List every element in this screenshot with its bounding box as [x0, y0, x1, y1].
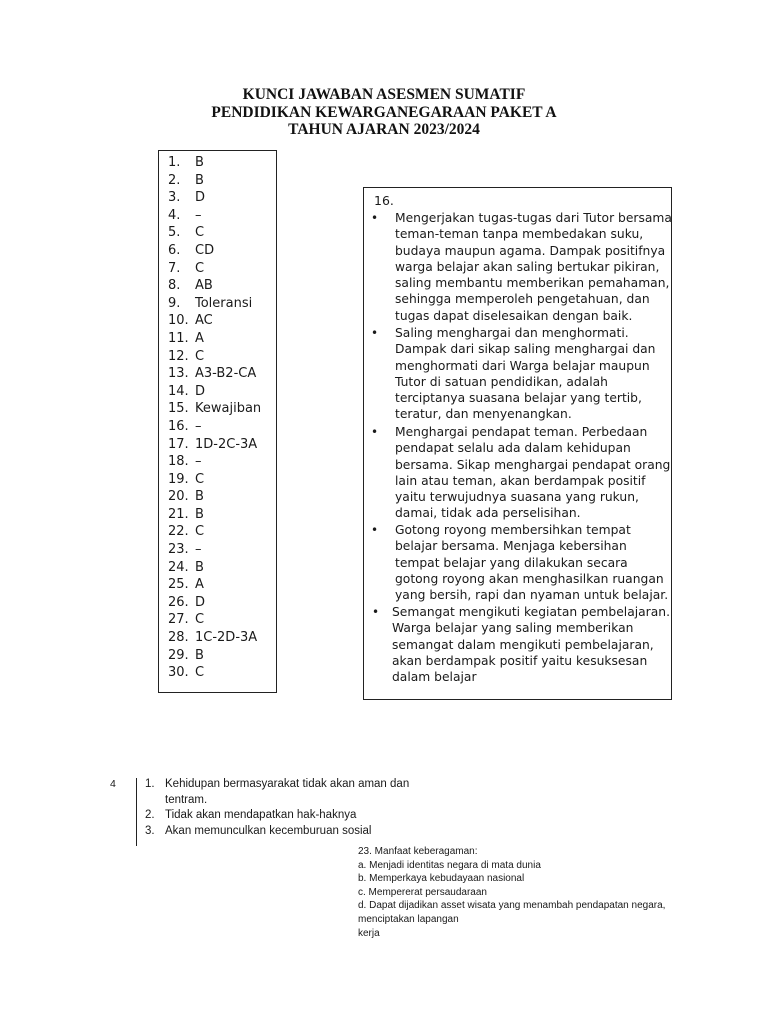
answer-item — [168, 295, 261, 313]
answer-item — [168, 629, 261, 647]
answer-number: 29. — [168, 647, 189, 663]
answer-number: 7. — [168, 260, 181, 276]
answer-item — [168, 506, 261, 524]
bullet-icon: • — [371, 211, 379, 225]
list-item-text: Tidak akan mendapatkan hak-haknya — [165, 809, 357, 821]
answer-value: C — [195, 225, 205, 241]
answer-value: C — [195, 471, 205, 487]
list-item-number: 2. — [145, 809, 155, 821]
answer-number: 25. — [168, 577, 189, 593]
answer-value: B — [195, 489, 204, 505]
answer-value: B — [195, 506, 204, 522]
list-item — [145, 777, 435, 808]
answer-value: A — [195, 577, 204, 593]
answer-number: 27. — [168, 612, 189, 628]
essay-number: 16. — [374, 193, 394, 208]
answer-number: 22. — [168, 524, 189, 540]
answer-item — [168, 277, 261, 295]
answer-number: 1. — [168, 155, 181, 170]
list-item — [145, 808, 435, 824]
bullet-icon: • — [372, 605, 380, 619]
essay-bullet-text: Semangat mengikuti kegiatan pembelajaran. Warga belajar yang saling memberikan semangat dalam mengikuti pembelajaran, akan berdampak positif yaitu kesuksesan dalam belajar — [392, 605, 670, 685]
essay-bullet-item — [372, 604, 670, 685]
answer-value: C — [195, 348, 205, 364]
answer-number: 5. — [168, 225, 181, 241]
answer-number: 16. — [168, 418, 189, 434]
bullet-icon: • — [371, 523, 379, 537]
answer-value: A3-B2-CA — [195, 366, 257, 382]
answer-value: B — [195, 559, 204, 575]
answer-item — [168, 559, 261, 577]
answer-value: – — [195, 418, 202, 434]
answer-item — [168, 242, 261, 260]
answer-number: 17. — [168, 436, 189, 452]
divider-line — [136, 778, 137, 846]
answer-value: D — [195, 383, 206, 399]
answer-item — [168, 576, 261, 594]
answer-item — [168, 260, 261, 278]
list-item-text: Kehidupan bermasyarakat tidak akan aman dan tentram. — [165, 778, 410, 806]
question-4-number: 4 — [110, 778, 116, 790]
answer-item — [168, 330, 261, 348]
answer-item — [168, 312, 261, 330]
answer-number: 12. — [168, 348, 189, 364]
answer-number: 9. — [168, 295, 181, 311]
answer-number: 6. — [168, 242, 181, 258]
answer-value: Kewajiban — [195, 401, 262, 417]
answer-number: 2. — [168, 172, 181, 188]
answer-item — [168, 383, 261, 401]
answer-value: B — [195, 155, 204, 170]
answer-item — [168, 224, 261, 242]
answer-number: 19. — [168, 471, 189, 487]
answer-item — [168, 471, 261, 489]
answer-item — [168, 647, 261, 665]
list-item-number: 3. — [145, 824, 155, 837]
answer-value: D — [195, 190, 206, 206]
benefit-line: b. Memperkaya kebudayaan nasional — [358, 873, 525, 885]
essay-bullet-item — [371, 210, 673, 324]
answer-value: – — [195, 542, 202, 558]
answer-number: 23. — [168, 542, 189, 558]
answer-item — [168, 453, 261, 471]
title-line-2: PENDIDIKAN KEWARGANEGARAAN PAKET A — [211, 103, 557, 121]
answer-value: 1C-2D-3A — [195, 630, 258, 646]
answer-number: 11. — [168, 330, 189, 346]
answer-item — [168, 400, 261, 418]
answer-number: 24. — [168, 559, 189, 575]
essay-bullet-text: Menghargai pendapat teman. Perbedaan pendapat selalu ada dalam kehidupan bersama. Sikap menghargai pendapat orang lain atau teman, akan berdampak positif yaitu terwujudnya suasana yang rukun, damai, tidak ada perselisihan. — [395, 425, 671, 521]
answer-value: A — [195, 330, 204, 346]
essay-bullet-item — [371, 325, 673, 423]
answer-key-list — [168, 154, 261, 682]
essay-bullet-text: Mengerjakan tugas-tugas dari Tutor bersama teman-teman tanpa membedakan suku, budaya maupun agama. Dampak positifnya warga belajar akan saling bertukar pikiran, saling membantu memberikan pemahaman, sehingga memperoleh pengetahuan, dan tugas dapat diselesaikan dengan baik. — [395, 211, 672, 323]
answer-number: 10. — [168, 313, 189, 329]
answer-number: 21. — [168, 506, 189, 522]
essay-bullet-item — [371, 424, 673, 522]
answer-item — [168, 365, 261, 383]
answer-item — [168, 664, 261, 682]
answer-item — [168, 154, 261, 172]
answer-number: 20. — [168, 489, 189, 505]
answer-item — [168, 523, 261, 541]
answer-item — [168, 207, 261, 225]
answer-number: 3. — [168, 190, 181, 206]
answer-key-box — [158, 150, 277, 693]
essay-bullet-text: Gotong royong membersihkan tempat belajar bersama. Menjaga kebersihan tempat belajar yang dilakukan secara gotong royong akan menghasilkan ruangan yang bersih, rapi dan nyaman untuk belajar. — [395, 523, 669, 603]
bullet-icon: • — [371, 326, 379, 340]
answer-value: C — [195, 524, 205, 540]
answer-value: C — [195, 612, 205, 628]
answer-item — [168, 436, 261, 454]
essay-bullet-text: Saling menghargai dan menghormati. Dampak dari sikap saling menghargai dan menghormati dari Warga belajar maupun Tutor di satuan pendidikan, adalah terciptanya suasana belajar yang tertib, teratur, dan menyenangkan. — [395, 326, 656, 422]
question-4-list — [145, 777, 435, 839]
answer-number: 15. — [168, 401, 189, 417]
answer-value: C — [195, 260, 205, 276]
benefit-line: kerja — [358, 927, 380, 939]
title-line-3: TAHUN AJARAN 2023/2024 — [288, 121, 480, 138]
document-title — [0, 86, 768, 139]
answer-item — [168, 189, 261, 207]
answer-item — [168, 348, 261, 366]
essay-answer-box — [363, 187, 672, 700]
answer-number: 30. — [168, 665, 189, 681]
answer-item — [168, 488, 261, 506]
answer-number: 13. — [168, 366, 189, 382]
answer-item — [168, 172, 261, 190]
question-23-heading: 23. Manfaat keberagaman: — [358, 846, 478, 857]
answer-value: – — [195, 454, 202, 470]
answer-value: CD — [195, 242, 215, 258]
answer-item — [168, 594, 261, 612]
bullet-icon: • — [371, 425, 379, 439]
answer-value: B — [195, 647, 204, 663]
benefit-line: a. Menjadi identitas negara di mata dunia — [358, 859, 541, 871]
list-item-number: 1. — [145, 778, 155, 790]
answer-number: 28. — [168, 630, 189, 646]
answer-value: AC — [195, 313, 213, 329]
list-item — [145, 824, 435, 840]
answer-item — [168, 611, 261, 629]
answer-item — [168, 418, 261, 436]
list-item-text: Akan memunculkan kecemburuan sosial — [165, 824, 372, 837]
answer-item — [168, 541, 261, 559]
title-line-1: KUNCI JAWABAN ASESMEN SUMATIF — [242, 86, 526, 103]
benefit-line: c. Mempererat persaudaraan — [358, 886, 487, 898]
answer-value: – — [195, 207, 202, 223]
answer-value: C — [195, 665, 205, 681]
answer-number: 4. — [168, 207, 181, 223]
answer-value: D — [195, 594, 206, 610]
answer-value: Toleransi — [195, 295, 253, 311]
answer-number: 26. — [168, 594, 189, 610]
answer-value: B — [195, 172, 204, 188]
essay-bullet-item — [371, 522, 673, 603]
benefit-line: d. Dapat dijadikan asset wisata yang menambah pendapatan negara, menciptakan lapangan — [358, 900, 666, 925]
answer-number: 14. — [168, 383, 189, 399]
answer-number: 8. — [168, 278, 181, 294]
question-23-block — [358, 845, 668, 940]
answer-value: 1D-2C-3A — [195, 436, 258, 452]
answer-number: 18. — [168, 454, 189, 470]
answer-value: AB — [195, 278, 213, 294]
